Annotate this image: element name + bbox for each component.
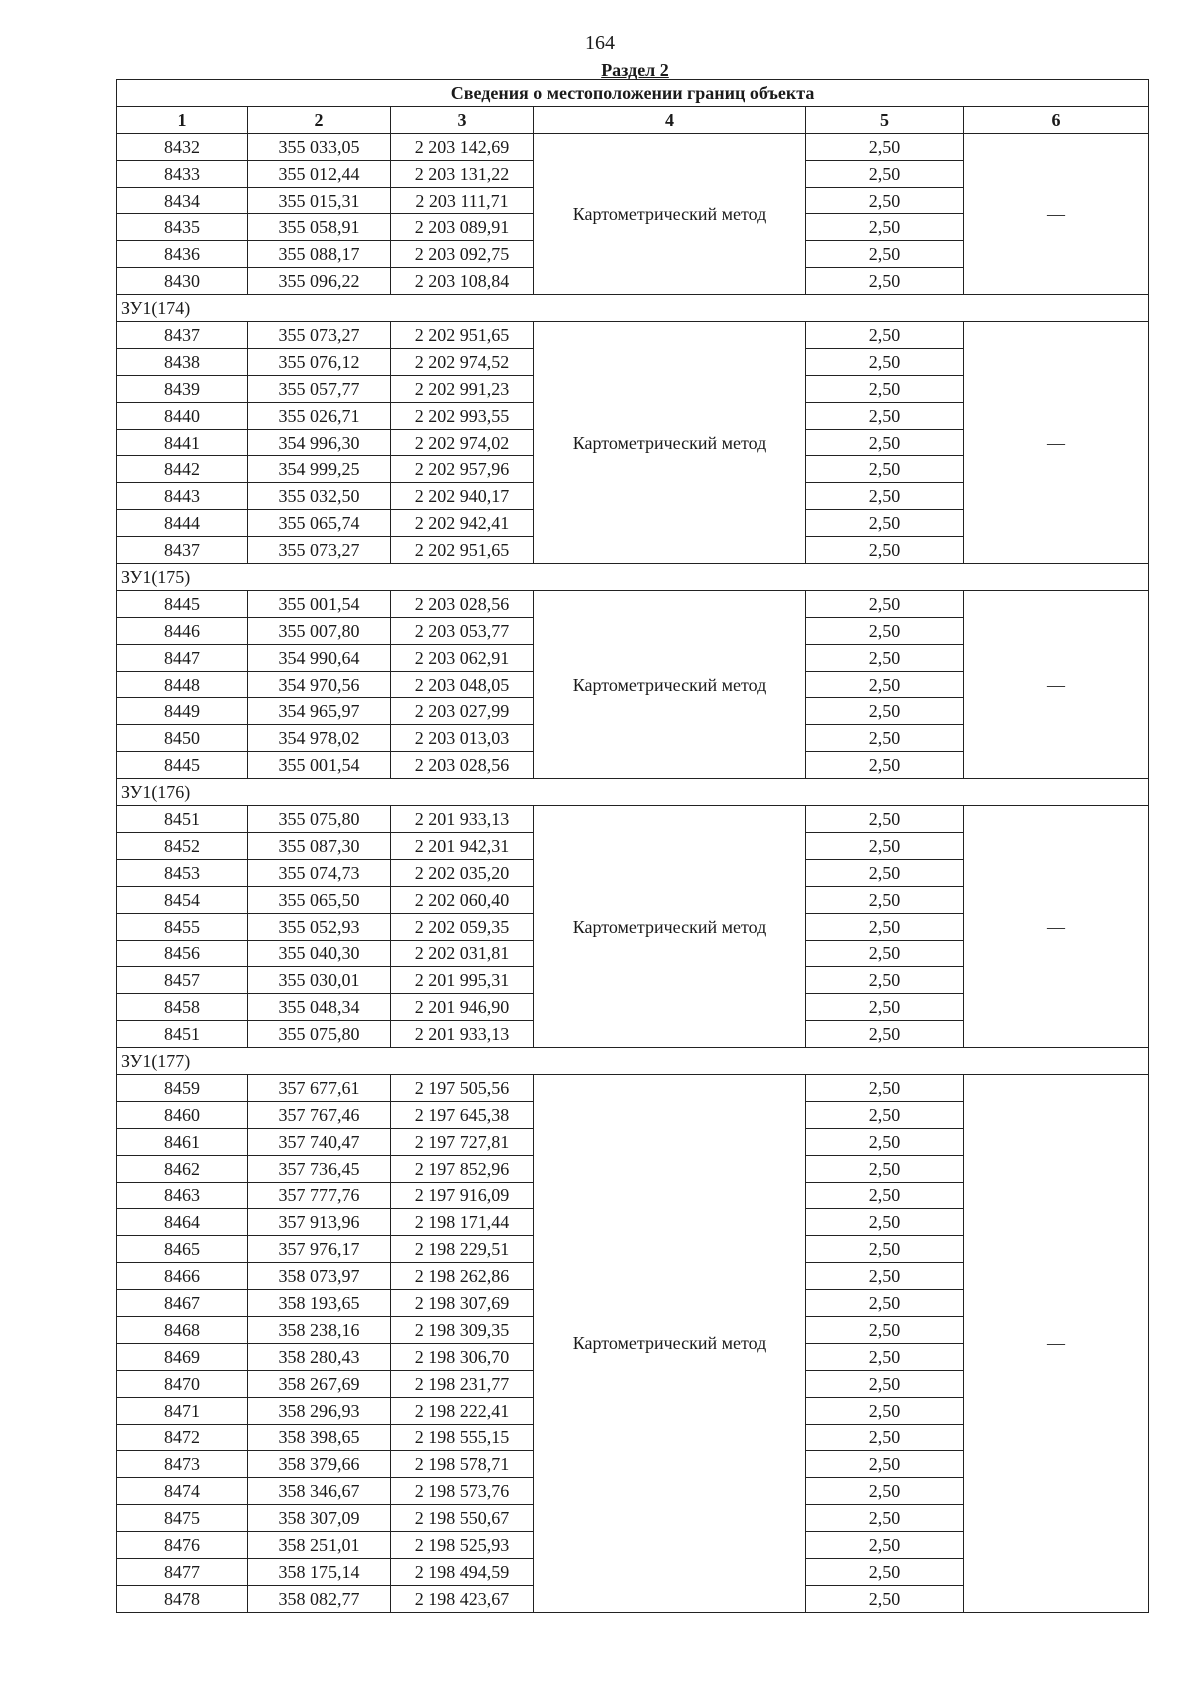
coordinate-y-cell: 2 202 035,20 bbox=[391, 859, 534, 886]
coordinate-y-cell: 2 203 111,71 bbox=[391, 187, 534, 214]
point-number-cell: 8453 bbox=[117, 859, 248, 886]
column6-dash-cell: — bbox=[964, 590, 1149, 778]
coordinate-x-cell: 358 238,16 bbox=[248, 1316, 391, 1343]
method-cell: Картометрический метод bbox=[534, 133, 806, 294]
point-number-cell: 8462 bbox=[117, 1155, 248, 1182]
coordinate-x-cell: 358 175,14 bbox=[248, 1558, 391, 1585]
coordinate-x-cell: 355 032,50 bbox=[248, 483, 391, 510]
precision-cell: 2,50 bbox=[806, 994, 964, 1021]
point-number-cell: 8432 bbox=[117, 133, 248, 160]
coordinate-y-cell: 2 198 262,86 bbox=[391, 1263, 534, 1290]
precision-cell: 2,50 bbox=[806, 510, 964, 537]
coordinate-x-cell: 355 074,73 bbox=[248, 859, 391, 886]
precision-cell: 2,50 bbox=[806, 268, 964, 295]
column-header: 6 bbox=[964, 106, 1149, 133]
coordinate-x-cell: 355 096,22 bbox=[248, 268, 391, 295]
coordinate-x-cell: 357 677,61 bbox=[248, 1074, 391, 1101]
point-number-cell: 8455 bbox=[117, 913, 248, 940]
section-title: Раздел 2 bbox=[601, 60, 669, 80]
point-number-cell: 8465 bbox=[117, 1236, 248, 1263]
point-number-cell: 8445 bbox=[117, 752, 248, 779]
coordinate-y-cell: 2 203 089,91 bbox=[391, 214, 534, 241]
precision-cell: 2,50 bbox=[806, 886, 964, 913]
point-number-cell: 8473 bbox=[117, 1451, 248, 1478]
coordinate-y-cell: 2 198 309,35 bbox=[391, 1316, 534, 1343]
coordinate-x-cell: 355 065,50 bbox=[248, 886, 391, 913]
coordinate-x-cell: 358 082,77 bbox=[248, 1585, 391, 1612]
column6-dash-cell: — bbox=[964, 1074, 1149, 1612]
table-row bbox=[117, 322, 1149, 349]
coordinate-y-cell: 2 202 951,65 bbox=[391, 537, 534, 564]
precision-cell: 2,50 bbox=[806, 1370, 964, 1397]
coordinate-y-cell: 2 198 578,71 bbox=[391, 1451, 534, 1478]
coordinate-x-cell: 355 040,30 bbox=[248, 940, 391, 967]
coordinate-x-cell: 355 001,54 bbox=[248, 752, 391, 779]
column-header: 5 bbox=[806, 106, 964, 133]
coordinate-y-cell: 2 197 727,81 bbox=[391, 1128, 534, 1155]
coordinate-x-cell: 355 073,27 bbox=[248, 322, 391, 349]
group-label: ЗУ1(174) bbox=[117, 295, 1149, 322]
precision-cell: 2,50 bbox=[806, 671, 964, 698]
point-number-cell: 8444 bbox=[117, 510, 248, 537]
point-number-cell: 8451 bbox=[117, 806, 248, 833]
coordinate-y-cell: 2 201 946,90 bbox=[391, 994, 534, 1021]
coordinate-y-cell: 2 203 131,22 bbox=[391, 160, 534, 187]
point-number-cell: 8448 bbox=[117, 671, 248, 698]
coordinate-y-cell: 2 203 013,03 bbox=[391, 725, 534, 752]
precision-cell: 2,50 bbox=[806, 698, 964, 725]
coordinate-y-cell: 2 201 995,31 bbox=[391, 967, 534, 994]
precision-cell: 2,50 bbox=[806, 1021, 964, 1048]
coordinate-x-cell: 355 048,34 bbox=[248, 994, 391, 1021]
precision-cell: 2,50 bbox=[806, 617, 964, 644]
precision-cell: 2,50 bbox=[806, 1424, 964, 1451]
coordinate-x-cell: 358 307,09 bbox=[248, 1505, 391, 1532]
coordinate-x-cell: 354 999,25 bbox=[248, 456, 391, 483]
coordinate-x-cell: 355 058,91 bbox=[248, 214, 391, 241]
coordinate-x-cell: 354 970,56 bbox=[248, 671, 391, 698]
precision-cell: 2,50 bbox=[806, 725, 964, 752]
precision-cell: 2,50 bbox=[806, 1263, 964, 1290]
precision-cell: 2,50 bbox=[806, 1343, 964, 1370]
coordinate-x-cell: 355 033,05 bbox=[248, 133, 391, 160]
precision-cell: 2,50 bbox=[806, 402, 964, 429]
coordinate-x-cell: 357 767,46 bbox=[248, 1101, 391, 1128]
precision-cell: 2,50 bbox=[806, 160, 964, 187]
precision-cell: 2,50 bbox=[806, 429, 964, 456]
point-number-cell: 8440 bbox=[117, 402, 248, 429]
coordinate-y-cell: 2 201 933,13 bbox=[391, 1021, 534, 1048]
coordinate-x-cell: 357 913,96 bbox=[248, 1209, 391, 1236]
coordinate-y-cell: 2 202 060,40 bbox=[391, 886, 534, 913]
coordinate-y-cell: 2 202 957,96 bbox=[391, 456, 534, 483]
table-row bbox=[117, 590, 1149, 617]
table-caption: Сведения о местоположении границ объекта bbox=[117, 80, 1149, 107]
precision-cell: 2,50 bbox=[806, 832, 964, 859]
point-number-cell: 8464 bbox=[117, 1209, 248, 1236]
point-number-cell: 8446 bbox=[117, 617, 248, 644]
coordinate-x-cell: 355 026,71 bbox=[248, 402, 391, 429]
coordinate-y-cell: 2 203 062,91 bbox=[391, 644, 534, 671]
coordinate-x-cell: 355 088,17 bbox=[248, 241, 391, 268]
point-number-cell: 8430 bbox=[117, 268, 248, 295]
group-header-row bbox=[117, 1048, 1149, 1075]
point-number-cell: 8451 bbox=[117, 1021, 248, 1048]
coordinate-y-cell: 2 202 974,02 bbox=[391, 429, 534, 456]
coordinate-x-cell: 355 030,01 bbox=[248, 967, 391, 994]
table-row bbox=[117, 806, 1149, 833]
coordinate-x-cell: 354 978,02 bbox=[248, 725, 391, 752]
precision-cell: 2,50 bbox=[806, 1236, 964, 1263]
point-number-cell: 8471 bbox=[117, 1397, 248, 1424]
table-row bbox=[117, 133, 1149, 160]
precision-cell: 2,50 bbox=[806, 483, 964, 510]
boundary-coordinates-table bbox=[116, 79, 1149, 1613]
precision-cell: 2,50 bbox=[806, 241, 964, 268]
point-number-cell: 8447 bbox=[117, 644, 248, 671]
coordinate-x-cell: 354 965,97 bbox=[248, 698, 391, 725]
point-number-cell: 8460 bbox=[117, 1101, 248, 1128]
precision-cell: 2,50 bbox=[806, 1505, 964, 1532]
column6-dash-cell: — bbox=[964, 806, 1149, 1048]
table-body bbox=[117, 133, 1149, 1612]
column-header: 4 bbox=[534, 106, 806, 133]
group-label: ЗУ1(177) bbox=[117, 1048, 1149, 1075]
point-number-cell: 8463 bbox=[117, 1182, 248, 1209]
precision-cell: 2,50 bbox=[806, 456, 964, 483]
column6-dash-cell: — bbox=[964, 133, 1149, 294]
point-number-cell: 8449 bbox=[117, 698, 248, 725]
coordinate-x-cell: 354 990,64 bbox=[248, 644, 391, 671]
precision-cell: 2,50 bbox=[806, 214, 964, 241]
coordinate-x-cell: 358 193,65 bbox=[248, 1290, 391, 1317]
point-number-cell: 8461 bbox=[117, 1128, 248, 1155]
point-number-cell: 8433 bbox=[117, 160, 248, 187]
group-header-row bbox=[117, 564, 1149, 591]
coordinate-x-cell: 358 251,01 bbox=[248, 1532, 391, 1559]
coordinate-x-cell: 355 007,80 bbox=[248, 617, 391, 644]
precision-cell: 2,50 bbox=[806, 322, 964, 349]
coordinate-x-cell: 357 740,47 bbox=[248, 1128, 391, 1155]
coordinate-x-cell: 355 065,74 bbox=[248, 510, 391, 537]
method-cell: Картометрический метод bbox=[534, 322, 806, 564]
coordinate-x-cell: 355 073,27 bbox=[248, 537, 391, 564]
precision-cell: 2,50 bbox=[806, 187, 964, 214]
point-number-cell: 8468 bbox=[117, 1316, 248, 1343]
precision-cell: 2,50 bbox=[806, 590, 964, 617]
point-number-cell: 8445 bbox=[117, 590, 248, 617]
precision-cell: 2,50 bbox=[806, 133, 964, 160]
point-number-cell: 8467 bbox=[117, 1290, 248, 1317]
coordinate-y-cell: 2 203 092,75 bbox=[391, 241, 534, 268]
precision-cell: 2,50 bbox=[806, 537, 964, 564]
coordinate-y-cell: 2 203 108,84 bbox=[391, 268, 534, 295]
point-number-cell: 8457 bbox=[117, 967, 248, 994]
coordinate-x-cell: 354 996,30 bbox=[248, 429, 391, 456]
coordinate-y-cell: 2 203 028,56 bbox=[391, 752, 534, 779]
coordinate-y-cell: 2 202 951,65 bbox=[391, 322, 534, 349]
point-number-cell: 8442 bbox=[117, 456, 248, 483]
point-number-cell: 8470 bbox=[117, 1370, 248, 1397]
point-number-cell: 8438 bbox=[117, 348, 248, 375]
coordinate-x-cell: 358 280,43 bbox=[248, 1343, 391, 1370]
coordinate-x-cell: 355 001,54 bbox=[248, 590, 391, 617]
coordinate-y-cell: 2 202 059,35 bbox=[391, 913, 534, 940]
point-number-cell: 8458 bbox=[117, 994, 248, 1021]
coordinate-x-cell: 355 075,80 bbox=[248, 806, 391, 833]
coordinate-y-cell: 2 198 306,70 bbox=[391, 1343, 534, 1370]
precision-cell: 2,50 bbox=[806, 1128, 964, 1155]
coordinate-x-cell: 355 015,31 bbox=[248, 187, 391, 214]
method-cell: Картометрический метод bbox=[534, 1074, 806, 1612]
coordinate-y-cell: 2 202 940,17 bbox=[391, 483, 534, 510]
group-header-row bbox=[117, 779, 1149, 806]
coordinate-x-cell: 358 379,66 bbox=[248, 1451, 391, 1478]
point-number-cell: 8472 bbox=[117, 1424, 248, 1451]
precision-cell: 2,50 bbox=[806, 967, 964, 994]
precision-cell: 2,50 bbox=[806, 1558, 964, 1585]
point-number-cell: 8478 bbox=[117, 1585, 248, 1612]
coordinate-y-cell: 2 202 993,55 bbox=[391, 402, 534, 429]
method-cell: Картометрический метод bbox=[534, 806, 806, 1048]
point-number-cell: 8466 bbox=[117, 1263, 248, 1290]
point-number-cell: 8456 bbox=[117, 940, 248, 967]
coordinate-x-cell: 357 976,17 bbox=[248, 1236, 391, 1263]
point-number-cell: 8475 bbox=[117, 1505, 248, 1532]
coordinate-y-cell: 2 201 942,31 bbox=[391, 832, 534, 859]
coordinate-y-cell: 2 198 555,15 bbox=[391, 1424, 534, 1451]
column-header: 3 bbox=[391, 106, 534, 133]
coordinate-y-cell: 2 197 916,09 bbox=[391, 1182, 534, 1209]
precision-cell: 2,50 bbox=[806, 1074, 964, 1101]
group-header-row bbox=[117, 295, 1149, 322]
precision-cell: 2,50 bbox=[806, 644, 964, 671]
precision-cell: 2,50 bbox=[806, 752, 964, 779]
coordinate-y-cell: 2 198 222,41 bbox=[391, 1397, 534, 1424]
coordinate-x-cell: 358 267,69 bbox=[248, 1370, 391, 1397]
coordinate-y-cell: 2 198 229,51 bbox=[391, 1236, 534, 1263]
precision-cell: 2,50 bbox=[806, 1451, 964, 1478]
point-number-cell: 8437 bbox=[117, 322, 248, 349]
group-label: ЗУ1(175) bbox=[117, 564, 1149, 591]
coordinate-y-cell: 2 203 028,56 bbox=[391, 590, 534, 617]
coordinate-y-cell: 2 202 942,41 bbox=[391, 510, 534, 537]
point-number-cell: 8474 bbox=[117, 1478, 248, 1505]
precision-cell: 2,50 bbox=[806, 375, 964, 402]
precision-cell: 2,50 bbox=[806, 1155, 964, 1182]
point-number-cell: 8434 bbox=[117, 187, 248, 214]
coordinate-y-cell: 2 198 307,69 bbox=[391, 1290, 534, 1317]
coordinate-y-cell: 2 203 053,77 bbox=[391, 617, 534, 644]
coordinate-x-cell: 358 346,67 bbox=[248, 1478, 391, 1505]
table-row bbox=[117, 1074, 1149, 1101]
point-number-cell: 8450 bbox=[117, 725, 248, 752]
coordinate-y-cell: 2 198 525,93 bbox=[391, 1532, 534, 1559]
point-number-cell: 8477 bbox=[117, 1558, 248, 1585]
precision-cell: 2,50 bbox=[806, 1316, 964, 1343]
precision-cell: 2,50 bbox=[806, 1182, 964, 1209]
precision-cell: 2,50 bbox=[806, 1585, 964, 1612]
coordinate-x-cell: 355 076,12 bbox=[248, 348, 391, 375]
coordinate-y-cell: 2 202 974,52 bbox=[391, 348, 534, 375]
coordinate-x-cell: 355 012,44 bbox=[248, 160, 391, 187]
coordinate-y-cell: 2 197 645,38 bbox=[391, 1101, 534, 1128]
method-cell: Картометрический метод bbox=[534, 590, 806, 778]
precision-cell: 2,50 bbox=[806, 806, 964, 833]
coordinate-y-cell: 2 198 423,67 bbox=[391, 1585, 534, 1612]
point-number-cell: 8443 bbox=[117, 483, 248, 510]
group-label: ЗУ1(176) bbox=[117, 779, 1149, 806]
precision-cell: 2,50 bbox=[806, 1532, 964, 1559]
point-number-cell: 8459 bbox=[117, 1074, 248, 1101]
coordinate-x-cell: 355 087,30 bbox=[248, 832, 391, 859]
point-number-cell: 8452 bbox=[117, 832, 248, 859]
coordinate-x-cell: 358 296,93 bbox=[248, 1397, 391, 1424]
coordinate-y-cell: 2 198 494,59 bbox=[391, 1558, 534, 1585]
point-number-cell: 8437 bbox=[117, 537, 248, 564]
precision-cell: 2,50 bbox=[806, 940, 964, 967]
page-number: 164 bbox=[585, 32, 615, 54]
column-header-row bbox=[117, 106, 1149, 133]
coordinate-x-cell: 358 073,97 bbox=[248, 1263, 391, 1290]
column-header: 1 bbox=[117, 106, 248, 133]
point-number-cell: 8476 bbox=[117, 1532, 248, 1559]
point-number-cell: 8441 bbox=[117, 429, 248, 456]
precision-cell: 2,50 bbox=[806, 1397, 964, 1424]
point-number-cell: 8435 bbox=[117, 214, 248, 241]
coordinate-x-cell: 355 075,80 bbox=[248, 1021, 391, 1048]
coordinate-y-cell: 2 198 171,44 bbox=[391, 1209, 534, 1236]
coordinate-y-cell: 2 198 231,77 bbox=[391, 1370, 534, 1397]
point-number-cell: 8436 bbox=[117, 241, 248, 268]
column-header: 2 bbox=[248, 106, 391, 133]
coordinate-y-cell: 2 202 031,81 bbox=[391, 940, 534, 967]
coordinate-x-cell: 355 057,77 bbox=[248, 375, 391, 402]
coordinate-x-cell: 357 736,45 bbox=[248, 1155, 391, 1182]
coordinate-y-cell: 2 203 027,99 bbox=[391, 698, 534, 725]
coordinate-y-cell: 2 203 048,05 bbox=[391, 671, 534, 698]
coordinate-x-cell: 355 052,93 bbox=[248, 913, 391, 940]
column6-dash-cell: — bbox=[964, 322, 1149, 564]
point-number-cell: 8469 bbox=[117, 1343, 248, 1370]
precision-cell: 2,50 bbox=[806, 1290, 964, 1317]
coordinate-y-cell: 2 202 991,23 bbox=[391, 375, 534, 402]
coordinate-y-cell: 2 198 550,67 bbox=[391, 1505, 534, 1532]
precision-cell: 2,50 bbox=[806, 1101, 964, 1128]
precision-cell: 2,50 bbox=[806, 1209, 964, 1236]
coordinate-y-cell: 2 201 933,13 bbox=[391, 806, 534, 833]
coordinate-y-cell: 2 198 573,76 bbox=[391, 1478, 534, 1505]
coordinate-x-cell: 358 398,65 bbox=[248, 1424, 391, 1451]
precision-cell: 2,50 bbox=[806, 1478, 964, 1505]
precision-cell: 2,50 bbox=[806, 859, 964, 886]
coordinate-y-cell: 2 203 142,69 bbox=[391, 133, 534, 160]
coordinate-x-cell: 357 777,76 bbox=[248, 1182, 391, 1209]
coordinate-y-cell: 2 197 852,96 bbox=[391, 1155, 534, 1182]
point-number-cell: 8439 bbox=[117, 375, 248, 402]
coordinate-y-cell: 2 197 505,56 bbox=[391, 1074, 534, 1101]
precision-cell: 2,50 bbox=[806, 348, 964, 375]
precision-cell: 2,50 bbox=[806, 913, 964, 940]
point-number-cell: 8454 bbox=[117, 886, 248, 913]
